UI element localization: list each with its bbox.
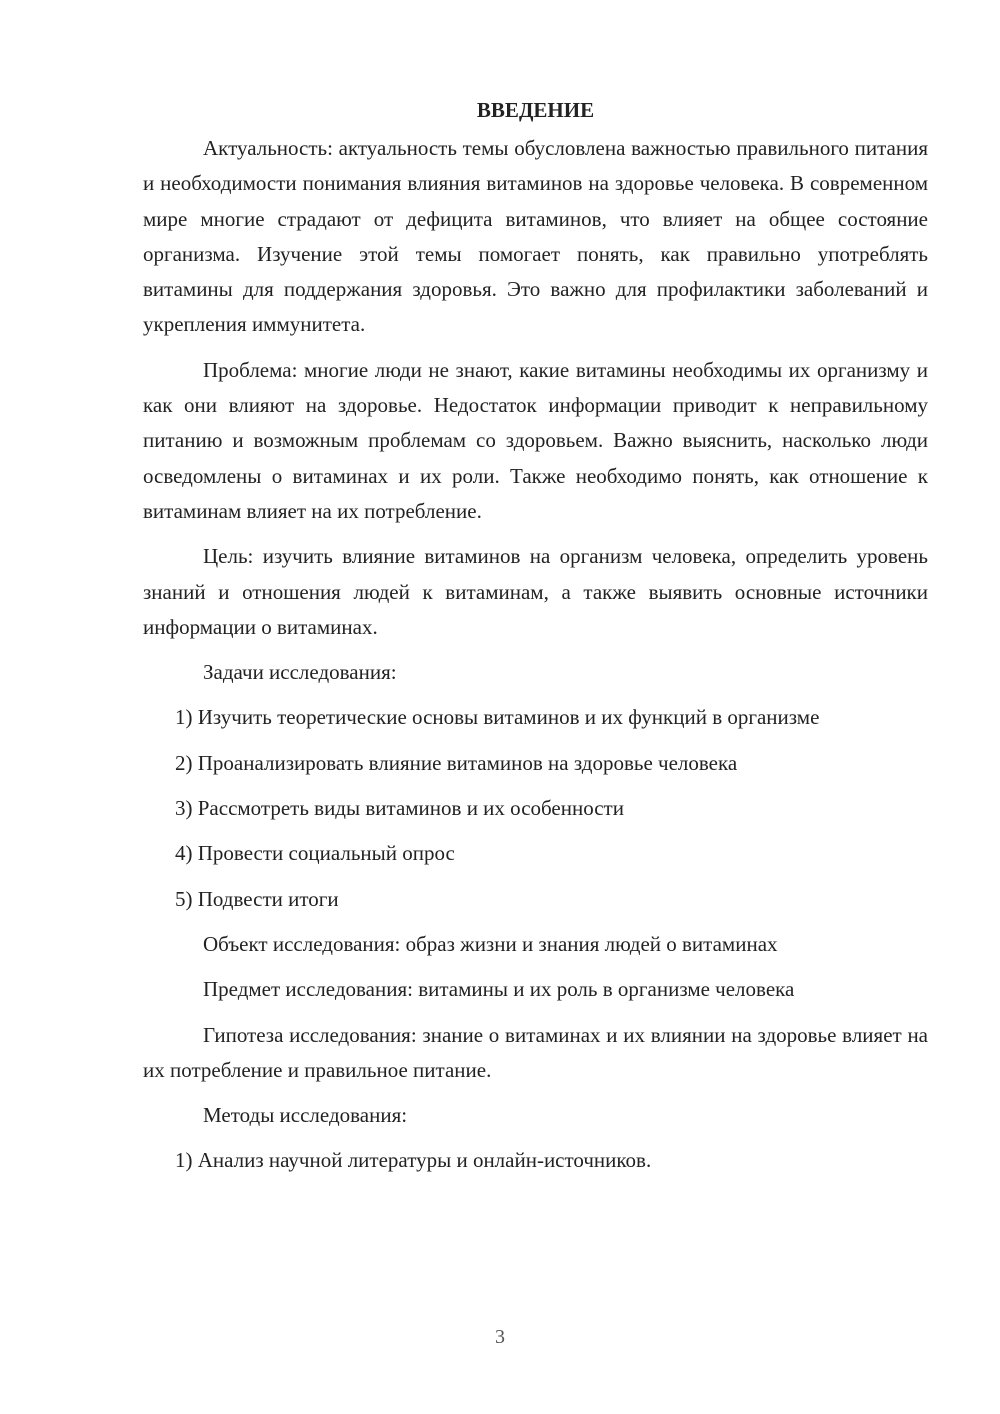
hypothesis-paragraph: Гипотеза исследования: знание о витаминах и их влиянии на здоровье влияет на их потребление и правильное питание. xyxy=(143,1022,928,1082)
page-title: ВВЕДЕНИЕ xyxy=(476,98,595,122)
task-item-3: 3) Рассмотреть виды витаминов и их особенности xyxy=(175,796,624,821)
document-page xyxy=(143,92,928,1189)
methods-heading: Методы исследования: xyxy=(203,1103,408,1128)
tasks-heading: Задачи исследования: xyxy=(203,660,397,685)
goal-paragraph: Цель: изучить влияние витаминов на организм человека, определить уровень знаний и отношения людей к витаминам, а также выявить основные источники информации о витаминах. xyxy=(143,544,928,639)
problem-paragraph: Проблема: многие люди не знают, какие витамины необходимы их организму и как они влияют на здоровье. Недостаток информации приводит к неправильному питанию и возможным проблемам со здоровьем. Важно выяснить, насколько люди осведомлены о витаминах и их роли. Также необходимо понять, как отношение к витаминам влияет на их потребление. xyxy=(143,357,928,523)
object-paragraph: Объект исследования: образ жизни и знания людей о витаминах xyxy=(203,931,778,956)
task-item-1: 1) Изучить теоретические основы витаминов и их функций в организме xyxy=(175,705,820,730)
method-item-1: 1) Анализ научной литературы и онлайн-источников. xyxy=(175,1148,652,1173)
task-item-4: 4) Провести социальный опрос xyxy=(175,841,455,866)
subject-paragraph: Предмет исследования: витамины и их роль в организме человека xyxy=(203,977,795,1002)
page-number: 3 xyxy=(495,1326,505,1348)
task-item-5: 5) Подвести итоги xyxy=(175,886,339,911)
relevance-paragraph: Актуальность: актуальность темы обусловлена важностью правильного питания и необходимости понимания влияния витаминов на здоровье человека. В современном мире многие страдают от дефицита витаминов, что влияет на общее состояние организма. Изучение этой темы помогает понять, как правильно употреблять витамины для поддержания здоровья. Это важно для профилактики заболеваний и укрепления иммунитета. xyxy=(143,136,928,337)
task-item-2: 2) Проанализировать влияние витаминов на здоровье человека xyxy=(175,750,738,775)
